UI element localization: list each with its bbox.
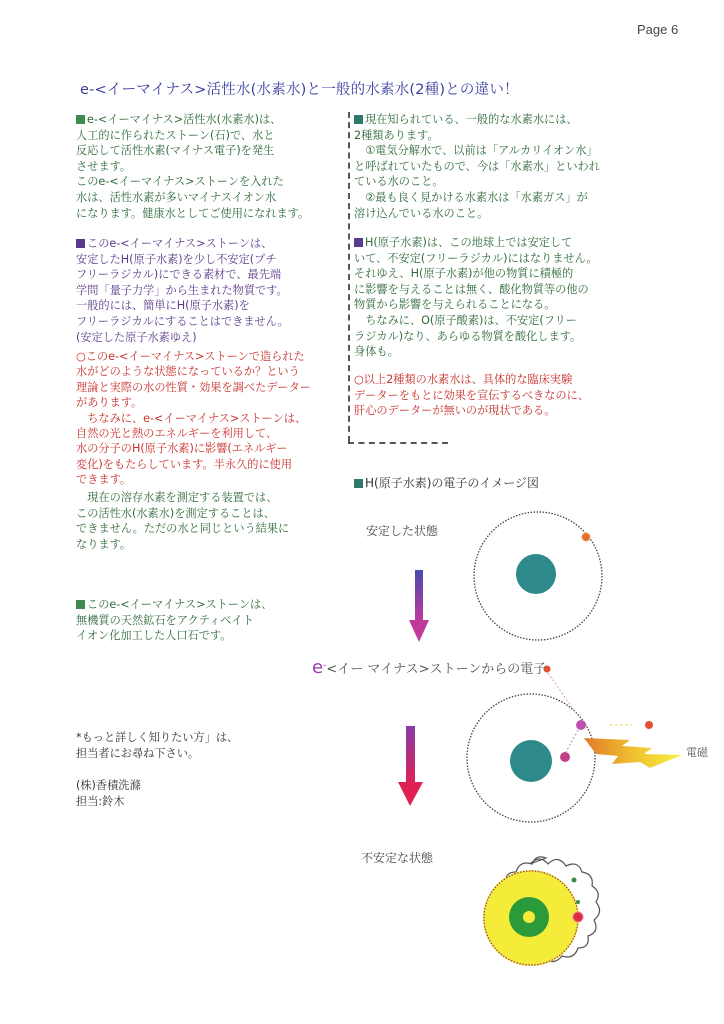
text-line: できません。ただの水と同じという結果に: [76, 522, 290, 536]
disturbed-atom: [467, 666, 682, 823]
text-line: 水がどのような状態になっているか？という: [76, 365, 300, 379]
text-line: に影響を与えることは無く、酸化物質等の他の: [354, 282, 589, 296]
text-line: 2種類あります。: [354, 128, 439, 142]
text-line: なります。: [76, 537, 132, 551]
text-line: 学問「量子力学」から生まれた物質です。: [76, 283, 288, 297]
ejected-electron: [645, 721, 653, 729]
stone-electron-label: e-<イー マイナス>ストーンからの電子: [312, 657, 547, 678]
company-name: (株)香積洗滌: [76, 779, 141, 792]
text-line: 肝心のデーターが無いのが現状である。: [354, 404, 556, 418]
text-line: H(原子水素)は、この地球上では安定して: [354, 235, 598, 251]
text-line: e-<イーマイナス>活性水(水素水)は、: [76, 112, 309, 128]
text-line: があります。: [76, 396, 143, 410]
unstable-state-label: 不安定な状態: [361, 851, 434, 865]
text-line: と呼ばれていたもので、今は「水素水」といわれ: [354, 159, 600, 173]
stable-atom: [474, 512, 602, 640]
electron: [582, 533, 590, 541]
nucleus: [516, 554, 556, 594]
text-line: ている水のこと。: [354, 175, 444, 189]
text-line: ②最も良く見かける水素水は「水素ガス」が: [354, 190, 588, 204]
stable-state-label: 安定した状態: [366, 524, 439, 538]
text-line: このe-<イーマイナス>ストーンは、: [76, 236, 289, 252]
text-line: 現在知られている、一般的な水素水には、: [354, 112, 600, 128]
text-line: 身体も。: [354, 345, 399, 359]
text-line: いて、不安定(フリーラジカル)にはなりません。: [354, 251, 598, 265]
text-line: 人工的に作られたストーン(石)で、水と: [76, 128, 275, 142]
text-line: ラジカル)なり、あらゆる物質を酸化します。: [354, 329, 582, 343]
text-line: 自然の光と熱のエネルギーを利用して、: [76, 427, 278, 441]
text-line: 水の分子のH(原子水素)に影響(エネルギー: [76, 442, 288, 456]
text-line: 担当者にお尋ね下さい。: [76, 746, 200, 760]
text-line: フリーラジカル)にできる素材で、最先端: [76, 268, 282, 282]
text-line: *もっと詳しく知りたい方」は、: [76, 731, 239, 744]
text-line: ちなみに、O(原子酸素)は、不安定(フリー: [354, 313, 577, 327]
text-line: このe-<イーマイナス>ストーンを入れた: [76, 175, 284, 189]
text-line: 理論と実際の水の性質・効果を調べたデーター: [76, 380, 311, 394]
contact-person: 担当:鈴木: [76, 794, 125, 808]
text-line: 無機質の天然鉱石をアクティベイト: [76, 613, 254, 627]
text-line: ○以上2種類の水素水は、具体的な臨床実験: [354, 373, 573, 386]
electron: [576, 720, 586, 730]
text-line: させます。: [76, 159, 132, 173]
text-line: 物質から影響を与えられることになる。: [354, 298, 556, 312]
text-line: ①電気分解水で、以前は「アルカリイオン水」: [354, 144, 598, 158]
text-line: 溶け込んでいる水のこと。: [354, 206, 489, 220]
text-line: 変化)をもたらしています。半永久的に使用: [76, 457, 293, 471]
text-line: になります。健康水としてご使用になれます。: [76, 206, 310, 220]
diagram-heading: H(原子水素)の電子のイメージ図: [354, 474, 539, 491]
text-line: 反応して活性水素(マイナス電子)を発生: [76, 144, 275, 158]
text-line: この活性水(水素水)を測定することは、: [76, 506, 275, 520]
text-line: ちなみに、e-<イーマイナス>ストーンは、: [76, 411, 307, 425]
text-line: イオン化加工した人口石です。: [76, 629, 232, 643]
text-line: 一般的には、簡単にH(原子水素)を: [76, 299, 250, 313]
lightning-bolt-icon: [584, 738, 682, 768]
unstable-atom: [483, 857, 600, 966]
nucleus: [510, 740, 552, 782]
page-title: e-<イーマイナス>活性水(水素水)と一般的水素水(2種)との違い！: [80, 82, 519, 98]
text-line: このe-<イーマイナス>ストーンは、: [76, 597, 272, 613]
text-line: フリーラジカルにすることはできません。: [76, 314, 289, 328]
electron: [560, 752, 570, 762]
text-line: それゆえ、H(原子水素)が他の物質に積極的: [354, 267, 574, 281]
text-line: (安定した原子水素ゆえ): [76, 330, 197, 344]
text-line: 水は、活性水素が多いマイナスイオン水: [76, 190, 277, 204]
electromagnetic-label: 電磁: [686, 746, 708, 759]
text-line: ○このe-<イーマイナス>ストーンで造られた: [76, 350, 305, 363]
text-line: データーをもとに効果を宣伝するべきなのに、: [354, 388, 589, 402]
text-line: 現在の溶存水素を測定する装置では、: [76, 491, 278, 504]
text-line: 安定したH(原子水素)を少し不安定(プチ: [76, 252, 277, 266]
down-arrow-icon: [409, 570, 429, 642]
text-line: できます。: [76, 473, 132, 487]
page-number: Page 6: [637, 22, 679, 37]
down-arrow-icon: [398, 726, 423, 806]
electron: [573, 912, 583, 922]
